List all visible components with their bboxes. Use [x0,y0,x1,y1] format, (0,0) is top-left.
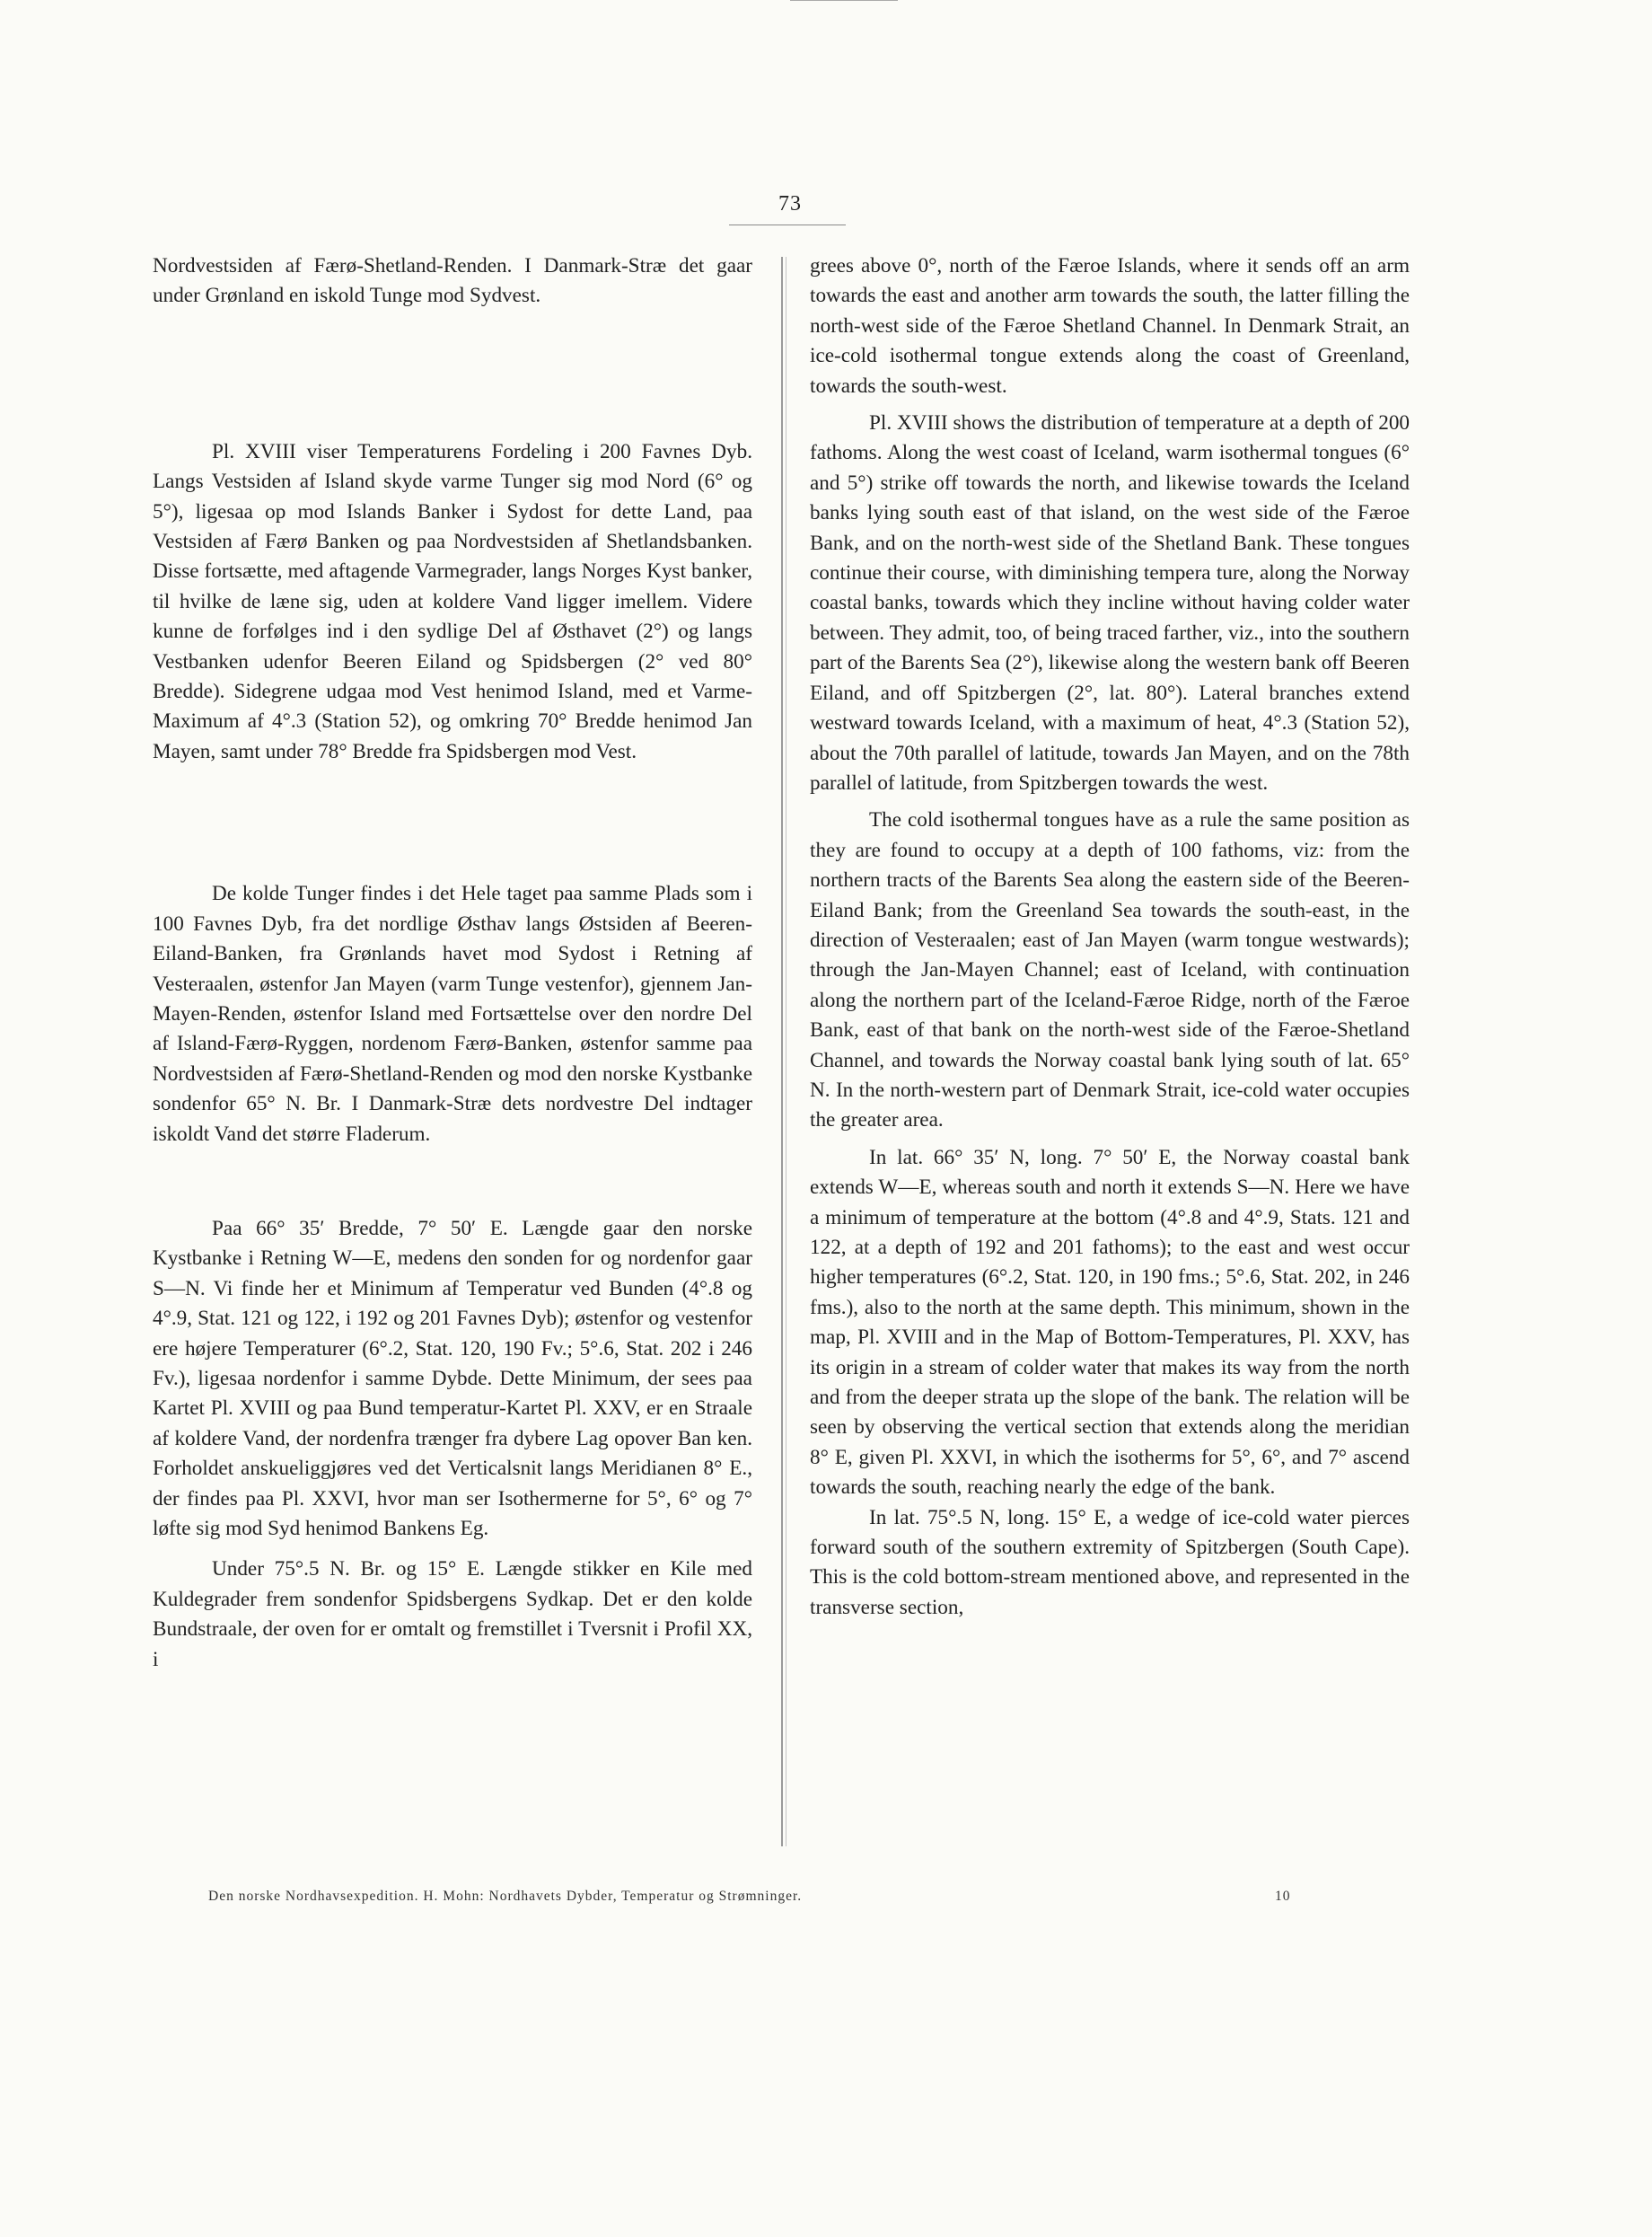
text-line: langs Østsiden af Beeren-Eiland-Banken, fra Grønlands [153,912,752,966]
right-column [810,251,1410,1623]
right-paragraph-5 [810,1503,1410,1624]
text-line: they incline without having colder water between. They [810,591,1410,645]
text-line: fortsætte, med aftagende Varmegrader, langs Norges Kyst [204,559,687,584]
text-line: Paa 66° 35′ Bredde, 7° 50′ E. Længde gaar den [212,1216,698,1240]
text-line: about the 70th parallel of latitude, towards Jan Mayen, and [810,741,1314,765]
page-footer [208,1889,1304,1905]
text-line: for er omtalt og fremstillet i Tversnit i Profil XX, i [153,1617,752,1671]
text-line: warm isothermal tongues (6° and 5°) strike off towards the [810,441,1410,495]
text-line: dets nordvestre Del indtager iskoldt Vand det større [153,1092,752,1146]
text-line: Mayen (varm Tunge vestenfor), gjennem Jan-Mayen-Renden, [153,972,752,1026]
text-line: paa Nordvestsiden af Færø-Shetland-Renden og mod den [153,1032,753,1086]
column-divider [781,257,783,1846]
footer-running-title: Den norske Nordhavsexpedition. H. Mohn: Nordhavets Dybder, Temperatur og Strømninger. [208,1889,803,1904]
left-column [153,251,752,1675]
text-line: and from the deeper strata up the slope of the bank. The [810,1386,1283,1410]
text-line: De kolde Tunger findes i det Hele taget paa samme [212,882,655,906]
text-line: 192 and 201 fathoms); to the east and west occur higher [810,1236,1410,1290]
text-line: Iceland, with a maximum of heat, 4°.3 (Station 52), [969,711,1410,735]
text-line: Minimum, der sees paa Kartet Pl. XVIII og paa Bund [153,1366,752,1421]
text-line: Fladerum. [345,1122,431,1146]
text-line: south, the latter filling the north-west side of the Færoe [810,284,1410,338]
text-line: 122, i 192 og 201 Favnes Dyb); østenfor og vestenfor ere [153,1307,752,1361]
text-line: østenfor Island med Fortsættelse over den nordre Del af [153,1001,752,1056]
text-line: along the eastern side of the Beeren-Eiland Bank; from [810,868,1410,922]
text-line: north, and likewise towards the Iceland banks lying south [810,471,1410,525]
text-line: (2°, lat. 80°). Lateral branches extend westward towards [810,681,1410,735]
text-line: Banker i Sydost for dette Land, paa Vestsiden af Færø [153,499,752,554]
text-line: havet mod Sydost i Retning af Vesteraalen, østenfor Jan [153,942,752,996]
text-line: through the Jan-Mayen Channel; east of Iceland, with [810,958,1306,982]
text-line: temperatur-Kartet Pl. XXV, er en Straale af koldere [153,1396,753,1450]
text-line: the west. [1193,771,1269,795]
text-line: of Bottom-Temperatures, Pl. XXV, has its origin in a [810,1325,1410,1379]
text-line: Sydkap. Det er den kolde Bundstraale, der oven [153,1587,752,1642]
text-line: det gaar under Grønland en iskold Tunge mod Sydvest. [153,254,753,308]
text-line: Kile med Kuldegrader frem sondenfor Spidsbergens [153,1557,752,1611]
text-line: norske Kystbanke sondenfor 65° N. Br. I Danmark-Stræ [153,1061,752,1116]
text-line: admit, too, of being traced farther, viz., into the [937,621,1339,645]
text-line: stream of colder water that makes its way from the north [928,1355,1410,1379]
text-line: Under 75°.5 N. Br. og 15° E. Længde stikker en [212,1557,671,1581]
top-edge-mark [790,0,898,1]
spacer [153,767,752,879]
text-line: Ridge, north of the Færoe Bank, east of that bank on the [810,988,1410,1043]
text-line: bank extends W—E, whereas south and north it extends [810,1145,1410,1200]
right-paragraph-1 [810,251,1410,401]
spacer [810,401,1410,409]
text-line: Meridianen 8° E., der findes paa Pl. XXVI, hvor man ser [153,1457,752,1510]
text-line: In lat. 75°.5 N, long. 15° E, a wedge of ice-cold [869,1505,1297,1529]
text-line: the north-western part of Denmark Strait, ice-cold water [858,1078,1337,1102]
text-line: Vand, der nordenfra trænger fra dybere Lag opover Ban [242,1426,712,1450]
text-line: bottom (4°.8 and 4°.9, Stats. 121 and 122, at a depth of [810,1205,1410,1259]
text-line: relation will be seen by observing the vertical section that [810,1386,1410,1440]
text-line: minimum, shown in the map, Pl. XVIII and in the Map [810,1295,1410,1350]
text-line: Banken og paa Nordvestsiden af Shetlandsbanken. Disse [153,530,752,584]
text-line: tongues continue their course, with diminishing tempera [810,531,1410,586]
text-line: højere Temperaturer (6°.2, Stat. 120, 190 Fv.; 5°.6, Stat. [184,1336,671,1361]
text-line: the Greenland Sea towards the south-east, in the direction of [810,898,1410,952]
text-line: south-west. [911,374,1007,398]
right-paragraph-2 [810,409,1410,798]
text-line: Island-Færø-Ryggen, nordenom Færø-Banken, østenfor samme [176,1032,724,1056]
page-number: 73 [778,192,802,216]
text-line: Shetland Channel. In Denmark Strait, an ice-cold isothermal [810,313,1410,368]
left-paragraph-3 [153,879,752,1149]
text-line: a depth of 200 fathoms. Along the west coast of Iceland, [810,411,1410,465]
text-line: banker, til hvilke de læne sig, uden at koldere Vand ligger [153,559,752,613]
text-line: Spitzbergen (South Cape). This is the cold bottom-stream [810,1536,1410,1590]
text-line: In lat. 66° 35′ N, long. 7° 50′ E, the Norway coastal [869,1145,1369,1169]
text-line: Bankens Eg. [383,1517,489,1540]
text-line: temperatures (6°.2, Stat. 120, in 190 fms.; 5°.6, Stat. 202, [868,1265,1357,1290]
text-line: continuation along the northern part of the Iceland-Færoe [810,958,1410,1012]
text-line: on the 78th parallel of latitude, from Spitzbergen towards [810,741,1410,795]
text-line: ken. Forholdet anskueliggjøres ved det Verticalsnit langs [153,1426,753,1481]
text-line: af Temperatur ved Bunden (4°.8 og 4°.9, Stat. 121 og [153,1276,752,1331]
text-line: southern part of the Barents Sea (2°), likewise along [810,621,1410,675]
text-line: which the isotherms for 5°, 6°, and 7° ascend towards the [810,1445,1410,1500]
text-line: S—N. Here we have a minimum of temperature at the [810,1176,1410,1229]
text-line: east of that island, on the west side of the Færoe Bank, [810,501,1410,555]
text-line: Favnes Dyb. Langs Vestsiden af Island skyde varme [153,439,753,494]
text-line: grees above 0°, north of the Færoe Islands, where it sends [810,254,1320,277]
text-line: Pl. XVIII shows the distribution of temperature at [869,411,1290,436]
footer-sheet-number: 10 [1275,1889,1291,1904]
text-line: mentioned above, and represented in the transverse section, [810,1565,1410,1619]
left-paragraph-1 [153,251,752,312]
text-line: water pierces forward south of the southern extremity of [810,1505,1410,1560]
text-line: Pl. XVIII viser Temperaturens Fordeling i 200 [212,439,642,463]
text-line: af 4°.3 (Station 52), og omkring 70° Bredde henimod Jan [247,709,752,734]
text-line: udgaa mod Vest henimod Island, med et Varme-Maximum [153,680,752,734]
left-paragraph-2 [153,437,752,767]
text-line: the Norway coastal bank lying south of lat. 65° N. In [810,1048,1410,1102]
text-line: The cold isothermal tongues have as a rule the [869,808,1270,832]
spacer [810,798,1410,806]
text-line: fathoms, viz: from the northern tracts of the Barents Sea [810,838,1410,893]
spacer [153,312,752,437]
right-paragraph-3 [810,806,1410,1135]
text-line: norske Kystbanke i Retning W—E, medens den sonden [153,1216,752,1271]
spacer [153,1544,752,1554]
spacer [153,1149,752,1214]
right-paragraph-4 [810,1143,1410,1503]
text-line: in 246 fms.), also to the north at the same depth. This [810,1265,1410,1319]
left-paragraph-4 [153,1214,752,1544]
text-line: Plads som i 100 Favnes Dyb, fra det nordlige Østhav [153,882,753,936]
text-line: occupies the greater area. [810,1078,1410,1132]
text-line: and on the north-west side of the Shetland Bank. These [866,531,1345,555]
text-line: for og nordenfor gaar S—N. Vi finde her et Minimum [153,1246,752,1300]
text-line: Del af Østhavet (2°) og langs Vestbanken udenfor Beeren [153,620,752,674]
text-line: 202 i 246 Fv.), ligesaa nordenfor i samme Dybde. Dette [153,1336,752,1390]
text-line: north-west side of the Færoe-Shetland Channel, and towards [810,1018,1410,1072]
text-line: tongue extends along the coast of Greenland, towards the [810,344,1410,398]
spacer [810,1136,1410,1143]
text-line: Vesteraalen; east of Jan Mayen (warm tongue westwards); [914,928,1410,952]
text-line: Mayen, samt under 78° Bredde fra Spidsbergen mod Vest. [153,739,637,763]
text-line: the western bank off Beeren Eiland, and off Spitzbergen [810,651,1410,705]
text-line: off an arm towards the east and another arm towards the [810,254,1410,308]
text-line: extends along the meridian 8° E, given Pl. XXVI, in [810,1415,1410,1469]
text-line: ture, along the Norway coastal banks, towards which [810,561,1410,615]
text-line: Isothermerne for 5°, 6° og 7° løfte sig mod Syd henimod [153,1486,752,1540]
text-line: Eiland og Spidsbergen (2° ved 80° Bredde). Sidegrene [153,649,752,704]
text-line: imellem. Videre kunne de forfølges ind i den sydlige [153,589,752,644]
text-line: Tunger sig mod Nord (6° og 5°), ligesaa op mod Islands [153,470,752,524]
left-paragraph-5 [153,1554,752,1675]
text-line: south, reaching nearly the edge of the bank. [911,1475,1276,1500]
text-line: Nordvestsiden af Færø-Shetland-Renden. I Danmark-Stræ [153,254,667,277]
text-line: same position as they are found to occupy at a depth of 100 [810,808,1410,862]
